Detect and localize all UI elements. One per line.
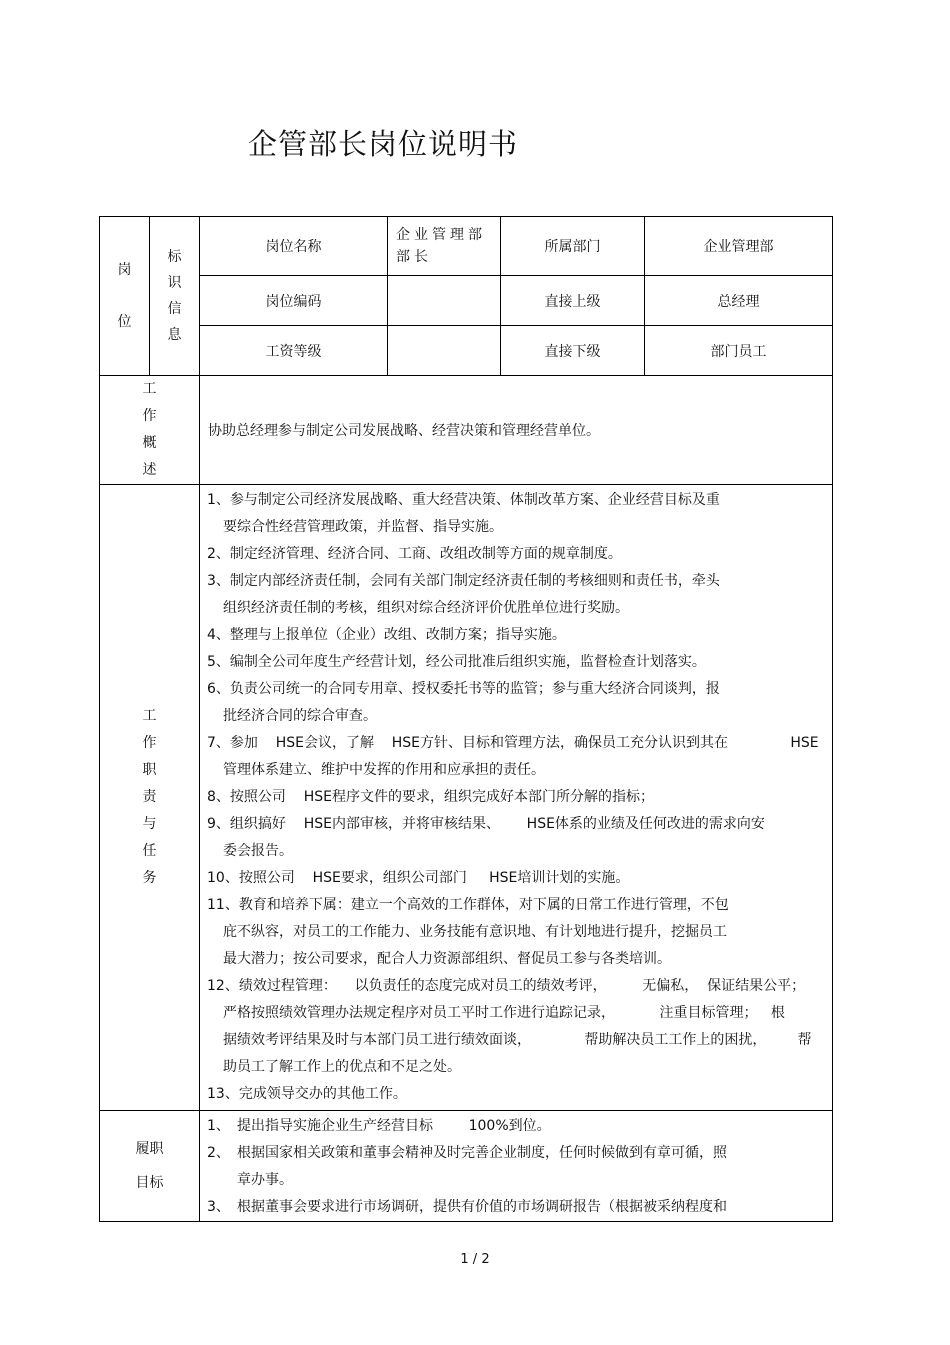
job-description-table <box>99 216 833 1222</box>
goal-number: 1、 <box>207 1118 230 1134</box>
duty-item <box>207 622 832 649</box>
duty-line: 2、制定经济管理、经济合同、工商、改组改制等方面的规章制度。 <box>207 546 622 562</box>
cell-key: 直接下级 <box>501 326 645 376</box>
cell-value: 部门员工 <box>645 326 833 376</box>
goal-item <box>207 1194 832 1221</box>
cell-value: 企业管理部 <box>645 217 833 276</box>
duties-label-char: 职 <box>142 762 157 778</box>
id-info-label-char: 息 <box>167 327 182 343</box>
duties-label-char: 与 <box>142 816 157 832</box>
duty-item <box>207 1081 832 1108</box>
duty-item <box>207 676 832 730</box>
duty-line: 据绩效考评结果及时与本部门员工进行绩效面谈， 帮助解决员工工作上的困扰， 帮 <box>223 1032 812 1048</box>
duty-item <box>207 892 832 973</box>
duties-label-char: 工 <box>142 708 157 724</box>
duty-line: 助员工了解工作上的优点和不足之处。 <box>223 1059 461 1075</box>
document-title: 企管部长岗位说明书 <box>248 127 519 161</box>
duty-item <box>207 649 832 676</box>
duty-item <box>207 784 832 811</box>
id-info-label-char: 标 <box>167 249 182 265</box>
duty-line: 管理体系建立、维护中发挥的作用和应承担的责任。 <box>223 762 545 778</box>
duty-item <box>207 973 832 1081</box>
goal-line: 1、 提出指导实施企业生产经营目标 100%到位。 <box>207 1113 832 1140</box>
duty-line: 10、按照公司 HSE要求，组织公司部门 HSE培训计划的实施。 <box>207 870 630 886</box>
duty-item <box>207 730 832 784</box>
summary-label-char: 概 <box>142 435 157 451</box>
duty-item <box>207 487 832 541</box>
duty-line: 批经济合同的综合审查。 <box>223 708 377 724</box>
duties-label-char: 作 <box>142 735 157 751</box>
goal-line: 2、 根据国家相关政策和董事会精神及时完善企业制度，任何时候做到有章可循，照 <box>207 1140 832 1167</box>
label-position <box>100 217 150 376</box>
duty-line: 6、负责公司统一的合同专用章、授权委托书等的监管；参与重大经济合同谈判，报 <box>207 681 720 697</box>
cell-key: 岗位名称 <box>200 217 388 276</box>
cell-key: 工资等级 <box>200 326 388 376</box>
summary-label-char: 工 <box>142 381 157 397</box>
work-summary-text: 协助总经理参与制定公司发展战略、经营决策和管理经营单位。 <box>200 376 833 485</box>
duty-item <box>207 568 832 622</box>
duty-item <box>207 865 832 892</box>
duty-line: 1、参与制定公司经济发展战略、重大经营决策、体制改革方案、企业经营目标及重 <box>207 492 720 508</box>
duty-line: 11、教育和培养下属：建立一个高效的工作群体，对下属的日常工作进行管理，不包 <box>207 897 729 913</box>
position-label-char: 位 <box>117 314 132 330</box>
label-id-info <box>150 217 200 376</box>
cell-value: 总经理 <box>645 276 833 326</box>
label-work-summary <box>100 376 200 485</box>
label-duties <box>100 485 200 1111</box>
duty-line: 13、完成领导交办的其他工作。 <box>207 1086 407 1102</box>
cell-key: 直接上级 <box>501 276 645 326</box>
page-number: 1 / 2 <box>460 1252 490 1267</box>
goal-item <box>207 1140 832 1194</box>
cell-value-salary-level <box>388 326 501 376</box>
duty-line: 3、制定内部经济责任制，会同有关部门制定经济责任制的考核细则和责任书，牵头 <box>207 573 720 589</box>
duty-line: 12、绩效过程管理： 以负责任的态度完成对员工的绩效考评， 无偏私， 保证结果公平； <box>207 978 806 994</box>
duty-line: 5、编制全公司年度生产经营计划，经公司批准后组织实施，监督检查计划落实。 <box>207 654 706 670</box>
duties-label-char: 务 <box>142 870 157 886</box>
cell-value-position-code <box>388 276 501 326</box>
cell-key: 所属部门 <box>501 217 645 276</box>
summary-label-char: 述 <box>142 462 157 478</box>
duty-line: 要综合性经营管理政策，并监督、指导实施。 <box>223 519 503 535</box>
goals-list <box>200 1111 833 1222</box>
duties-list <box>200 485 833 1111</box>
duty-line: 8、按照公司 HSE程序文件的要求，组织完成好本部门所分解的指标； <box>207 789 654 805</box>
cell-value-position-name: 企业管理部部长 <box>388 217 501 276</box>
id-info-label-char: 识 <box>167 275 182 291</box>
duty-line: 组织经济责任制的考核，组织对综合经济评价优胜单位进行奖励。 <box>223 600 629 616</box>
duty-line: 最大潜力；按公司要求，配合人力资源部组织、督促员工参与各类培训。 <box>223 951 671 967</box>
position-label-char: 岗 <box>117 262 132 278</box>
duty-line: 9、组织搞好 HSE内部审核，并将审核结果、 HSE体系的业绩及任何改进的需求向安 <box>207 816 765 832</box>
duty-line: 4、整理与上报单位（企业）改组、改制方案；指导实施。 <box>207 627 566 643</box>
goal-line: 章办事。 <box>237 1172 293 1188</box>
duties-label-char: 任 <box>142 843 157 859</box>
goal-number: 2、 <box>207 1145 230 1161</box>
label-goals <box>100 1111 200 1222</box>
duties-label-char: 责 <box>142 789 157 805</box>
duty-item <box>207 811 832 865</box>
duty-item <box>207 541 832 568</box>
goal-number: 3、 <box>207 1199 230 1215</box>
cell-key: 岗位编码 <box>200 276 388 326</box>
goals-label-char: 目标 <box>135 1175 164 1191</box>
summary-label-char: 作 <box>142 408 157 424</box>
duty-line: 委会报告。 <box>223 843 293 859</box>
goal-line: 3、 根据董事会要求进行市场调研，提供有价值的市场调研报告（根据被采纳程度和 <box>207 1194 832 1221</box>
duty-line: 严格按照绩效管理办法规定程序对员工平时工作进行追踪记录， 注重目标管理； 根 <box>223 1005 785 1021</box>
id-info-label-char: 信 <box>167 301 182 317</box>
goal-item <box>207 1113 832 1140</box>
goals-label-char: 履职 <box>135 1141 164 1157</box>
duty-line: 庇不纵容，对员工的工作能力、业务技能有意识地、有计划地进行提升，挖掘员工 <box>223 924 727 940</box>
duty-line: 7、参加 HSE会议，了解 HSE方针、目标和管理方法，确保员工充分认识到其在 HSE <box>207 735 819 751</box>
